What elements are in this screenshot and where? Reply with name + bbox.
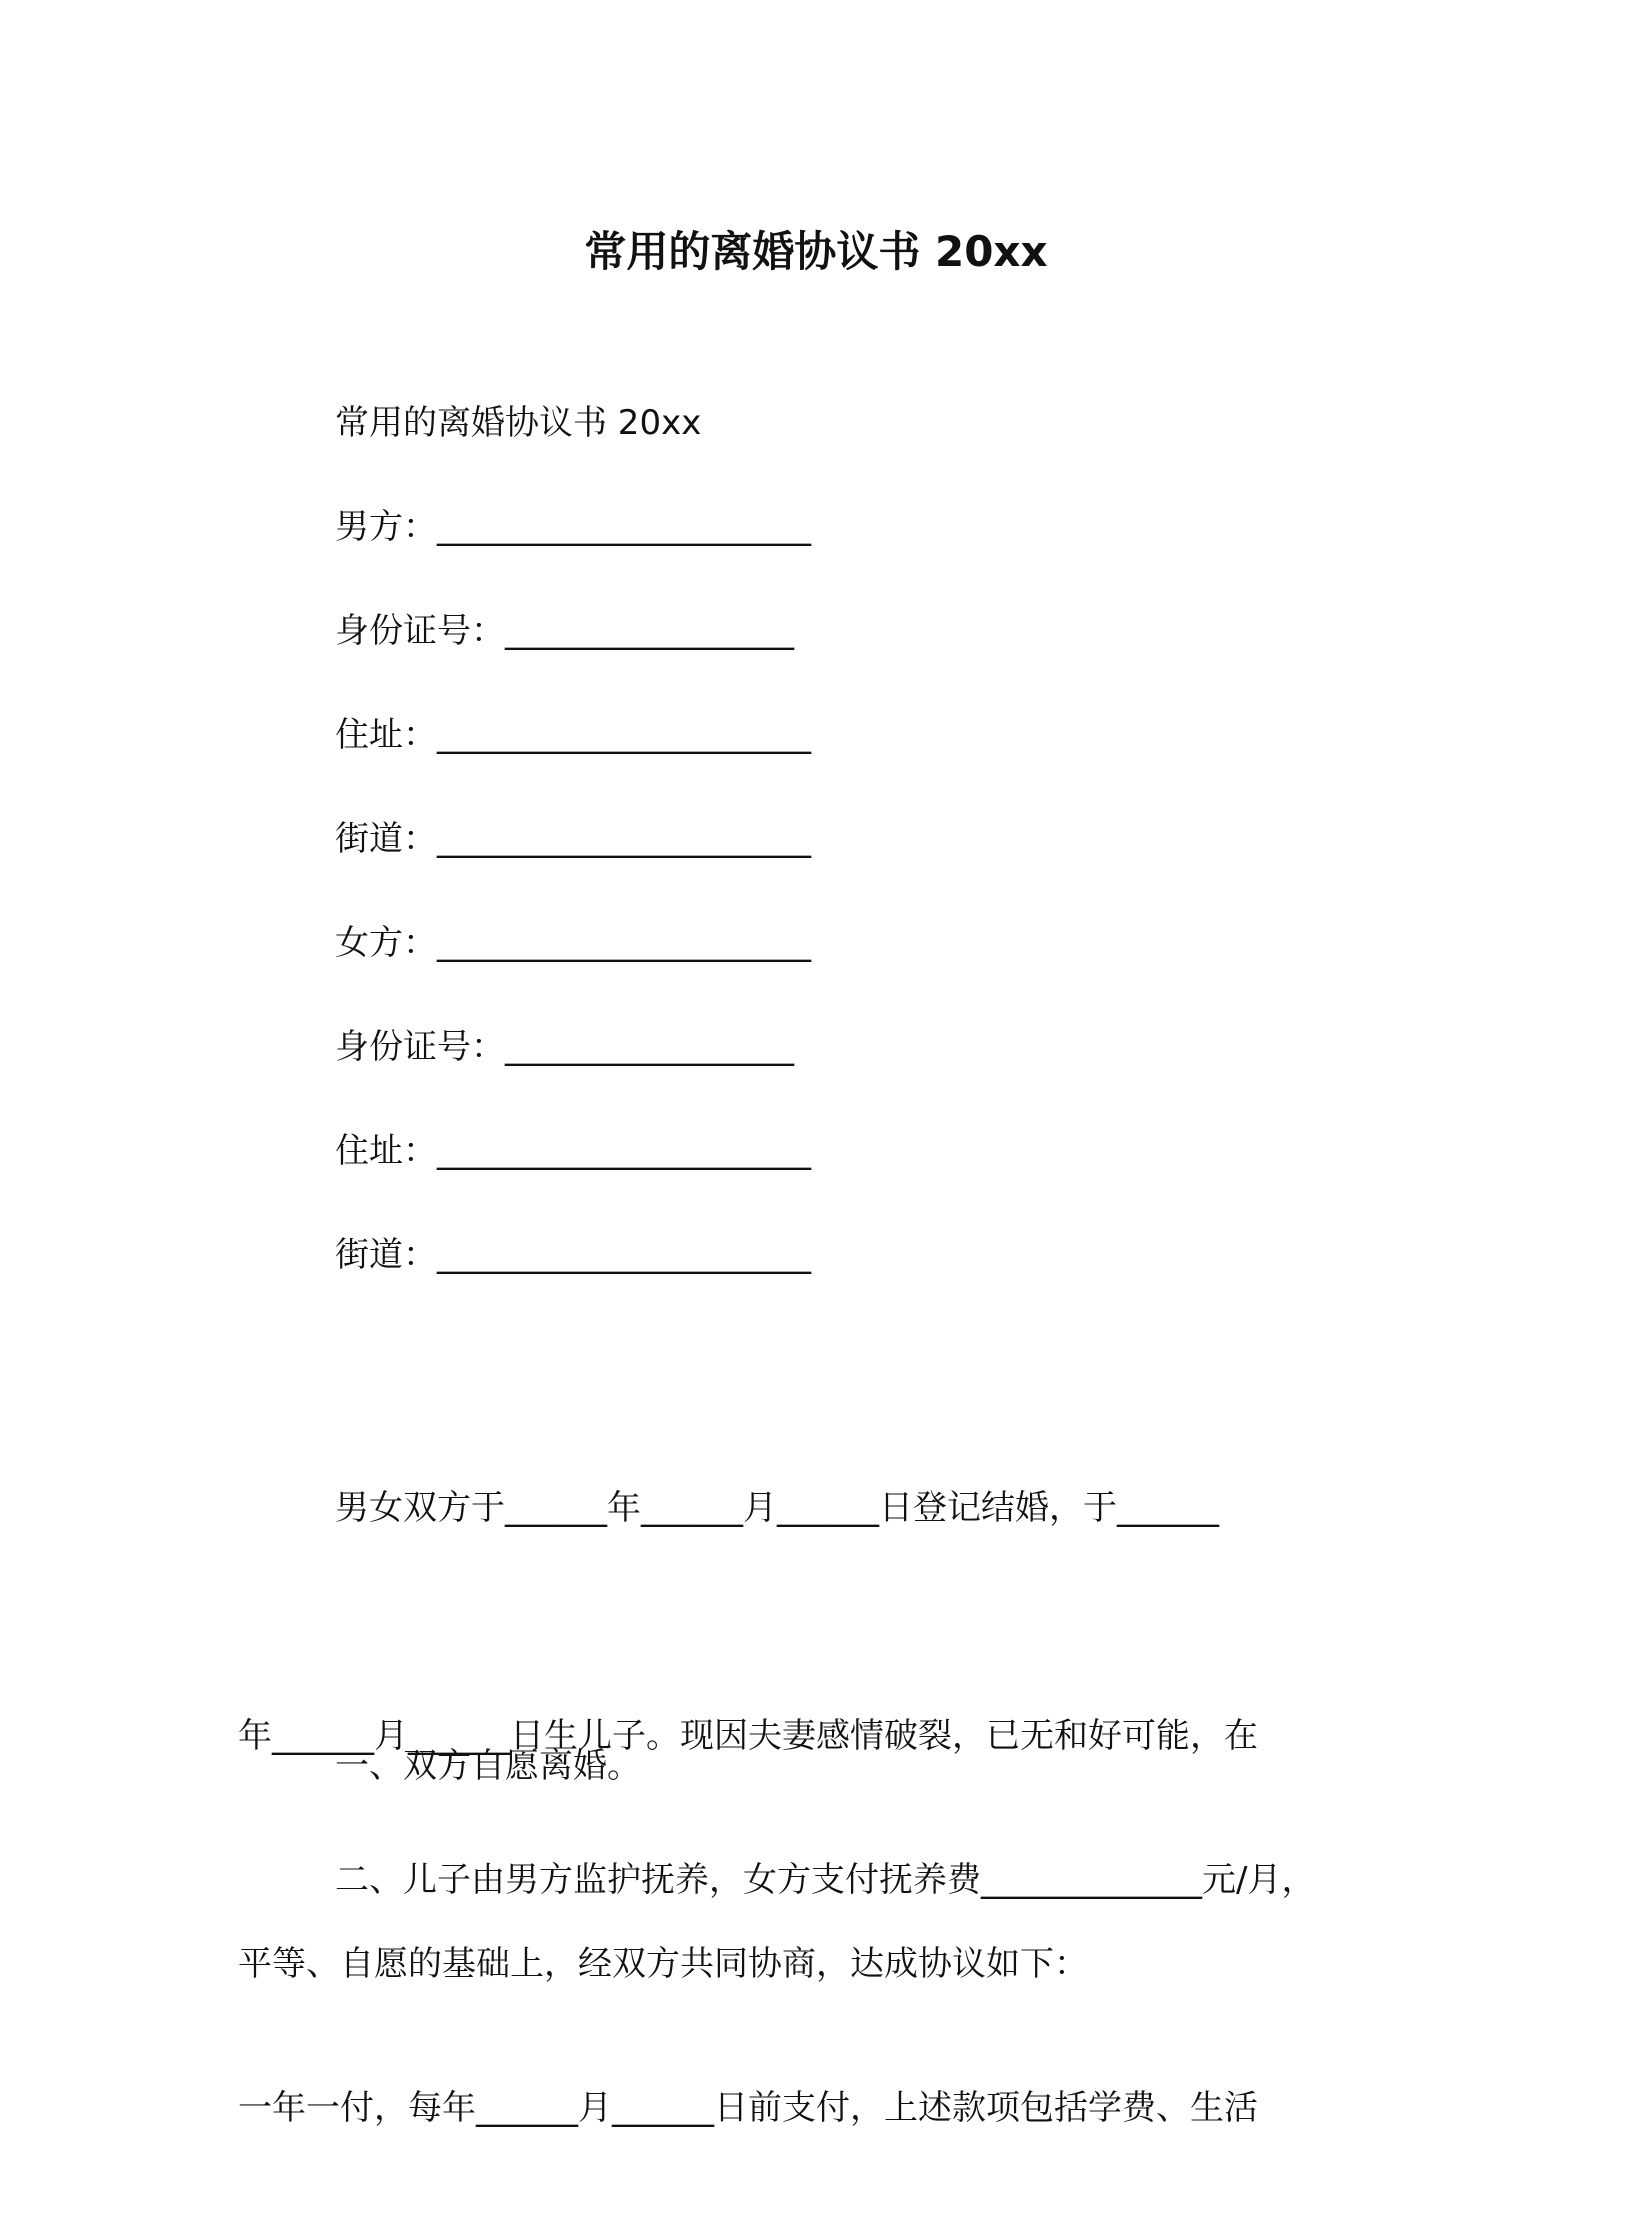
field-male-address: 住址：______________________ [335,715,811,755]
clause-2-line-2: 一年一付，每年______月______日前支付，上述款项包括学费、生活 [238,2088,1258,2128]
clause-2-line-1: 二、儿子由男方监护抚养，女方支付抚养费_____________元/月， [335,1860,1316,1900]
field-female-name: 女方：______________________ [335,923,811,963]
field-male-name: 男方：______________________ [335,507,811,547]
field-female-street: 街道：______________________ [335,1235,811,1275]
document-subtitle: 常用的离婚协议书 20xx [335,403,702,443]
field-female-id: 身份证号：_________________ [335,1027,794,1067]
field-male-id: 身份证号：_________________ [335,611,794,651]
intro-line-2: 年______月______日生儿子。现因夫妻感情破裂，已无和好可能，在 [238,1716,1258,1756]
intro-line-1: 男女双方于______年______月______日登记结婚，于______ [335,1488,1219,1528]
clause-1-text: 一、双方自愿离婚。 [335,1746,641,1786]
clause-2 [238,1690,1398,2222]
document-title: 常用的离婚协议书 20xx [584,227,1048,276]
intro-line-3: 平等、自愿的基础上，经双方共同协商，达成协议如下： [238,1944,1088,1984]
field-male-street: 街道：______________________ [335,819,811,859]
field-female-address: 住址：______________________ [335,1131,811,1171]
